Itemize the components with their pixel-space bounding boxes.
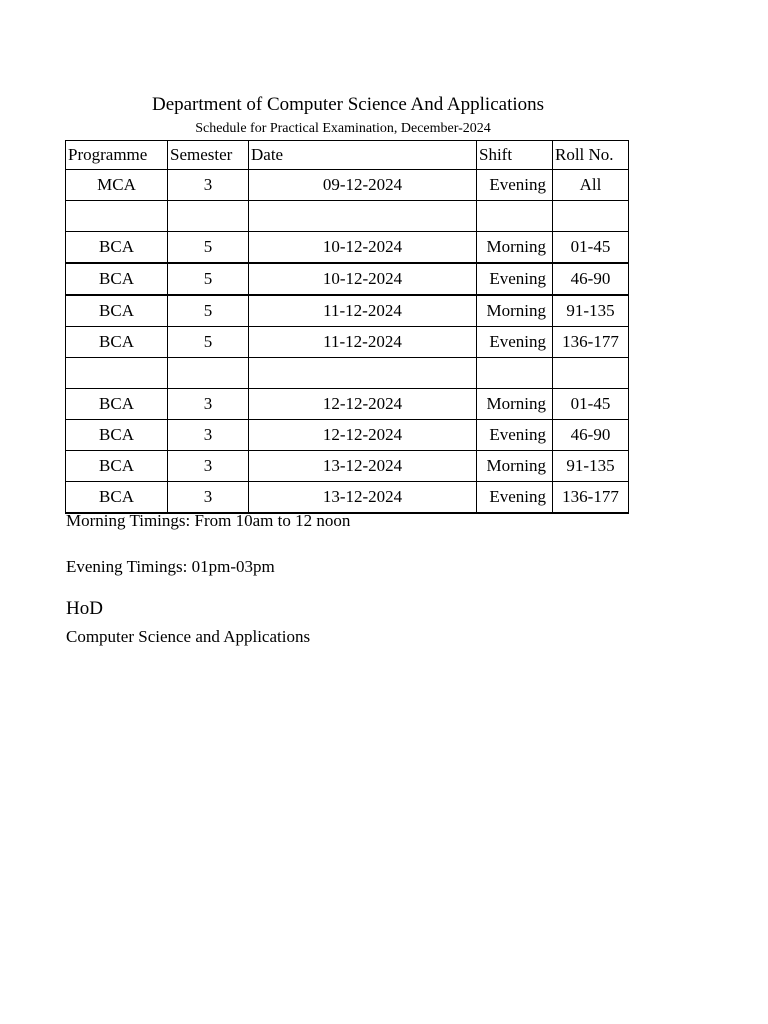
cell-semester: 3 [168,389,249,420]
cell-shift: Evening [477,327,553,358]
cell-date: 13-12-2024 [249,451,477,482]
cell-roll: 136-177 [553,482,629,514]
cell-roll: 91-135 [553,451,629,482]
cell-shift: Morning [477,451,553,482]
cell-programme: BCA [66,420,168,451]
morning-timings-note: Morning Timings: From 10am to 12 noon [66,511,351,530]
cell-roll: 01-45 [553,232,629,264]
cell-shift: Morning [477,389,553,420]
cell-semester: 3 [168,170,249,201]
evening-timings-note: Evening Timings: 01pm-03pm [66,557,275,576]
cell-shift: Evening [477,420,553,451]
document-title: Department of Computer Science And Applications [151,94,545,115]
cell-programme: BCA [66,389,168,420]
signature-title: HoD [66,598,103,619]
cell-programme: BCA [66,295,168,327]
cell-programme: BCA [66,232,168,264]
cell-programme [66,201,168,232]
header-shift: Shift [477,141,553,170]
cell-roll [553,358,629,389]
table-row [66,295,629,327]
table-row [66,232,629,264]
cell-date [249,358,477,389]
document-subtitle: Schedule for Practical Examination, December-2024 [195,121,491,136]
header-date: Date [249,141,477,170]
cell-semester: 5 [168,232,249,264]
cell-date: 09-12-2024 [249,170,477,201]
cell-shift: Evening [477,263,553,295]
signature-department: Computer Science and Applications [66,627,311,646]
cell-semester: 3 [168,451,249,482]
cell-semester: 5 [168,263,249,295]
cell-date: 10-12-2024 [249,232,477,264]
cell-semester: 3 [168,420,249,451]
cell-date: 11-12-2024 [249,327,477,358]
cell-date [249,201,477,232]
cell-semester [168,358,249,389]
header-programme: Programme [66,141,168,170]
cell-semester [168,201,249,232]
cell-programme: BCA [66,327,168,358]
cell-roll: 91-135 [553,295,629,327]
cell-roll: All [553,170,629,201]
cell-shift: Evening [477,170,553,201]
cell-programme: BCA [66,451,168,482]
table-row [66,263,629,295]
cell-date: 11-12-2024 [249,295,477,327]
cell-programme: MCA [66,170,168,201]
cell-roll: 136-177 [553,327,629,358]
table-header-row [66,141,629,170]
cell-roll: 01-45 [553,389,629,420]
cell-semester: 5 [168,295,249,327]
table-row [66,420,629,451]
cell-shift: Morning [477,232,553,264]
cell-programme: BCA [66,482,168,514]
cell-date: 10-12-2024 [249,263,477,295]
cell-date: 12-12-2024 [249,420,477,451]
header-roll-no: Roll No. [553,141,629,170]
table-row-empty [66,201,629,232]
table-row [66,451,629,482]
cell-shift: Evening [477,482,553,514]
cell-roll [553,201,629,232]
cell-date: 12-12-2024 [249,389,477,420]
cell-shift: Morning [477,295,553,327]
cell-roll: 46-90 [553,263,629,295]
table-row [66,389,629,420]
cell-shift [477,201,553,232]
table-row [66,327,629,358]
cell-date: 13-12-2024 [249,482,477,514]
cell-programme: BCA [66,263,168,295]
header-semester: Semester [168,141,249,170]
cell-programme [66,358,168,389]
cell-semester: 5 [168,327,249,358]
schedule-table [65,140,629,514]
cell-shift [477,358,553,389]
table-row-empty [66,358,629,389]
table-row [66,170,629,201]
table-row [66,482,629,514]
cell-roll: 46-90 [553,420,629,451]
cell-semester: 3 [168,482,249,514]
